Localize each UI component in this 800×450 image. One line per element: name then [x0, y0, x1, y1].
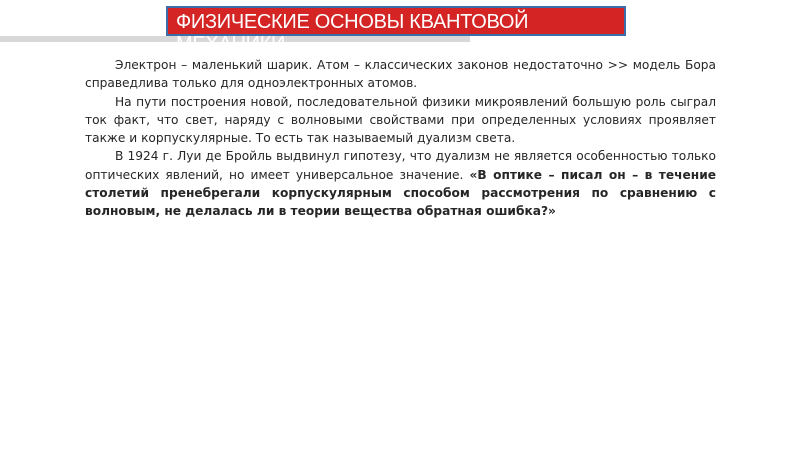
paragraph-1-text: Электрон – маленький шарик. Атом – классических законов недостаточно >> модель Бора справедлива только для одноэлектронных атомов. — [85, 58, 716, 91]
paragraph-2-text: На пути построения новой, последовательной физики микроявлений большую роль сыграл ток факт, что свет, наряду с волновыми свойствами при определенных условиях проявляет также и корпускулярные. То есть так называемый дуализм света. — [85, 94, 716, 146]
slide-body — [85, 56, 716, 221]
paragraph-3-text: В 1924 г. Луи де Бройль выдвинул гипотезу, что дуализм не является особенностью только оптических явлений, но имеет универсальное значение. — [85, 149, 716, 182]
paragraph-1 — [85, 56, 716, 93]
slide-title: ФИЗИЧЕСКИЕ ОСНОВЫ КВАНТОВОЙ МЕХАНИКИ — [176, 11, 529, 55]
title-banner — [166, 6, 626, 55]
paragraph-3 — [85, 147, 716, 220]
paragraph-2 — [85, 93, 716, 148]
de-broglie-quote: «В оптике – писал он – в течение столетий пренебрегали корпускулярным способом рассмотрения по сравнению с волновым, не делалась ли в теории вещества обратная ошибка?» — [85, 167, 716, 219]
